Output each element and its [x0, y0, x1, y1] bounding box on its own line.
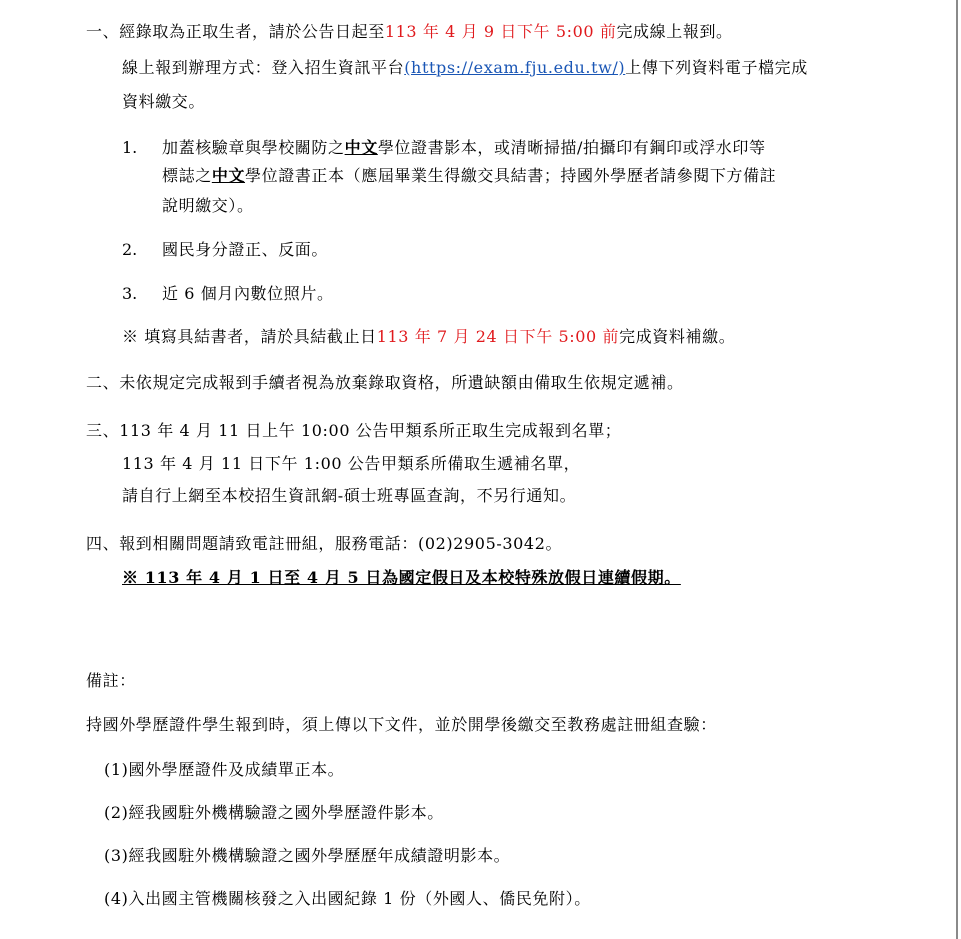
item-1-line1: [162, 138, 766, 158]
section1-method-end: 資料繳交。: [122, 92, 206, 111]
affidavit-deadline: 113 年 7 月 24 日下午 5:00 前: [376, 327, 620, 346]
chinese-emphasis: 中文: [344, 138, 378, 157]
item-1-text: 學位證書影本，或清晰掃描/拍攝印有鋼印或浮水印等: [377, 138, 766, 157]
section2: 二、未依規定完成報到手續者視為放棄錄取資格，所遺缺額由備取生依規定遞補。: [86, 373, 684, 392]
method-text-a: 線上報到辦理方式：登入招生資訊平台: [122, 58, 405, 77]
section1-suffix: 完成線上報到。: [616, 22, 733, 41]
section4-line1: 四、報到相關問題請致電註冊組，服務電話：(02)2905-3042。: [86, 534, 563, 553]
item-1-text: 加蓋核驗章與學校關防之: [162, 138, 345, 157]
section3-line3: 請自行上網至本校招生資訊網-碩士班專區查詢，不另行通知。: [122, 486, 577, 505]
note-text: ※ 填寫具結書者，請於具結截止日: [122, 327, 377, 346]
note-text: 完成資料補繳。: [619, 327, 736, 346]
section3-line1: 三、113 年 4 月 11 日上午 10:00 公告甲類系所正取生完成報到名單；: [86, 421, 622, 440]
section1-line1: [86, 22, 733, 42]
item-3: 近 6 個月內數位照片。: [162, 284, 334, 303]
chinese-emphasis: 中文: [211, 166, 246, 185]
page-border: [956, 0, 958, 939]
method-text-b: 上傳下列資料電子檔完成: [625, 58, 808, 77]
remarks-item: (2)經我國駐外機構驗證之國外學歷證件影本。: [104, 803, 444, 822]
holiday-notice: ※ 113 年 4 月 1 日至 4 月 5 日為國定假日及本校特殊放假日連續假期。: [122, 568, 681, 587]
remarks-item: (1)國外學歷證件及成績單正本。: [104, 760, 345, 779]
item-1-text: 學位證書正本（應屆畢業生得繳交具結書；持國外學歷者請參閱下方備註: [245, 166, 777, 185]
section1-prefix: 一、經錄取為正取生者，請於公告日起至: [86, 22, 385, 41]
item-number: 2.: [122, 240, 138, 259]
item-2: 國民身分證正、反面。: [162, 240, 329, 259]
item-number: 1.: [122, 138, 138, 157]
item-number: 3.: [122, 284, 138, 303]
remarks-intro: 持國外學歷證件學生報到時，須上傳以下文件，並於開學後繳交至教務處註冊組查驗：: [86, 715, 717, 734]
section3-line2: 113 年 4 月 11 日下午 1:00 公告甲類系所備取生遞補名單，: [122, 454, 581, 473]
item-1-line2: [162, 166, 776, 186]
remarks-title: 備註：: [86, 671, 136, 690]
report-deadline: 113 年 4 月 9 日下午 5:00 前: [384, 22, 617, 41]
item-1-text: 標誌之: [162, 166, 212, 185]
section1-method: [122, 58, 808, 78]
affidavit-note: [122, 327, 735, 347]
item-1-line3: 說明繳交）。: [162, 196, 254, 215]
remarks-item: (3)經我國駐外機構驗證之國外學歷歷年成績證明影本。: [104, 846, 511, 865]
remarks-item: (4)入出國主管機關核發之入出國紀錄 1 份（外國人、僑民免附）。: [104, 889, 591, 908]
exam-platform-link[interactable]: (https://exam.fju.edu.tw/): [404, 58, 626, 77]
